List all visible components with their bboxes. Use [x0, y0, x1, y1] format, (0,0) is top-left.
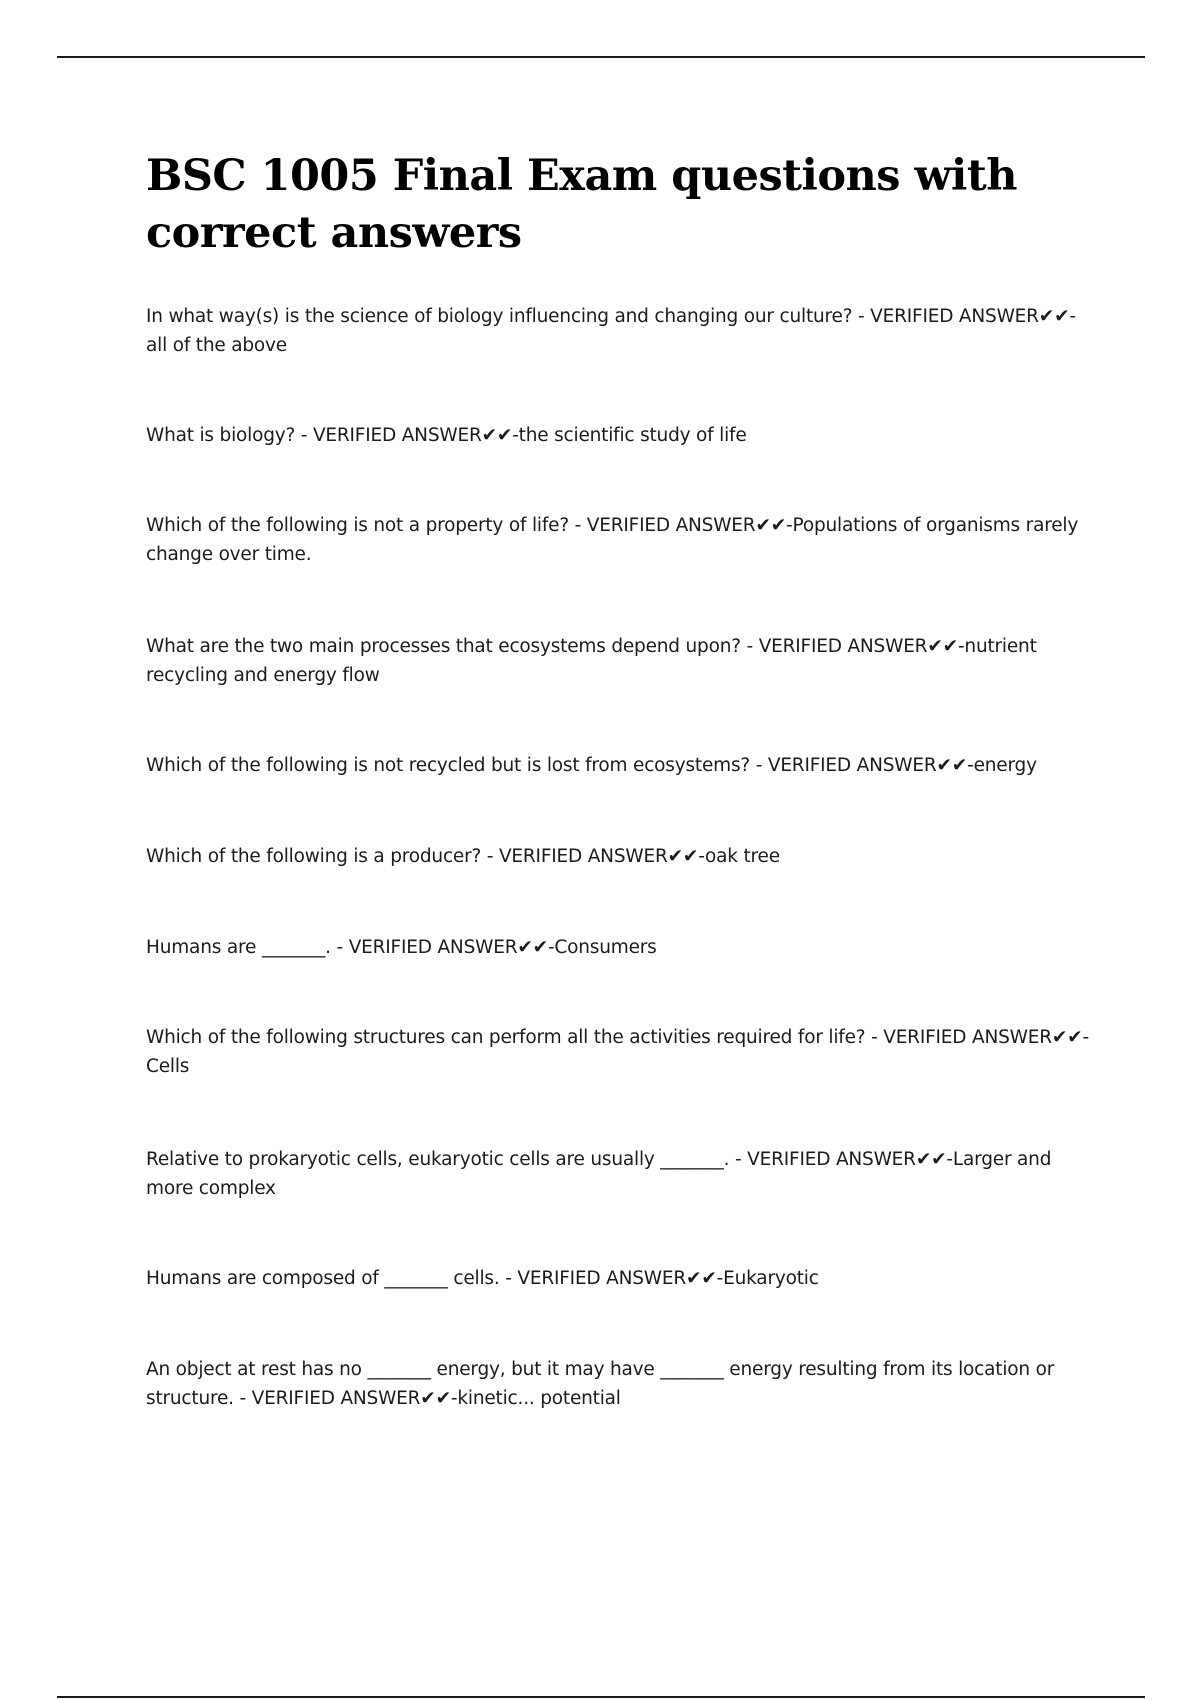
- qa-item: In what way(s) is the science of biology influencing and changing our culture? - VERIFIED ANSWER✔✔-all of the above: [146, 306, 1076, 356]
- qa-item: What is biology? - VERIFIED ANSWER✔✔-the scientific study of life: [146, 425, 747, 446]
- qa-item: Which of the following is not recycled but is lost from ecosystems? - VERIFIED ANSWER✔✔-energy: [146, 755, 1037, 776]
- qa-item: An object at rest has no _______ energy, but it may have _______ energy resulting from its location or structure. - VERIFIED ANSWER✔✔-kinetic... potential: [146, 1359, 1055, 1409]
- qa-item: Which of the following is a producer? - VERIFIED ANSWER✔✔-oak tree: [146, 846, 780, 867]
- qa-item: Which of the following is not a property of life? - VERIFIED ANSWER✔✔-Populations of organisms rarely change over time.: [146, 515, 1079, 565]
- qa-item: Humans are _______. - VERIFIED ANSWER✔✔-Consumers: [146, 937, 657, 958]
- qa-item: Humans are composed of _______ cells. - VERIFIED ANSWER✔✔-Eukaryotic: [146, 1268, 819, 1289]
- qa-item: Relative to prokaryotic cells, eukaryotic cells are usually _______. - VERIFIED ANSWER✔✔-Larger and more complex: [146, 1149, 1052, 1199]
- bottom-rule: [57, 1696, 1145, 1698]
- qa-item: Which of the following structures can perform all the activities required for life? - VERIFIED ANSWER✔✔-Cells: [146, 1027, 1089, 1077]
- document-title: BSC 1005 Final Exam questions with correct answers: [146, 151, 1017, 258]
- qa-item: What are the two main processes that ecosystems depend upon? - VERIFIED ANSWER✔✔-nutrient recycling and energy flow: [146, 636, 1037, 686]
- top-rule: [57, 56, 1145, 58]
